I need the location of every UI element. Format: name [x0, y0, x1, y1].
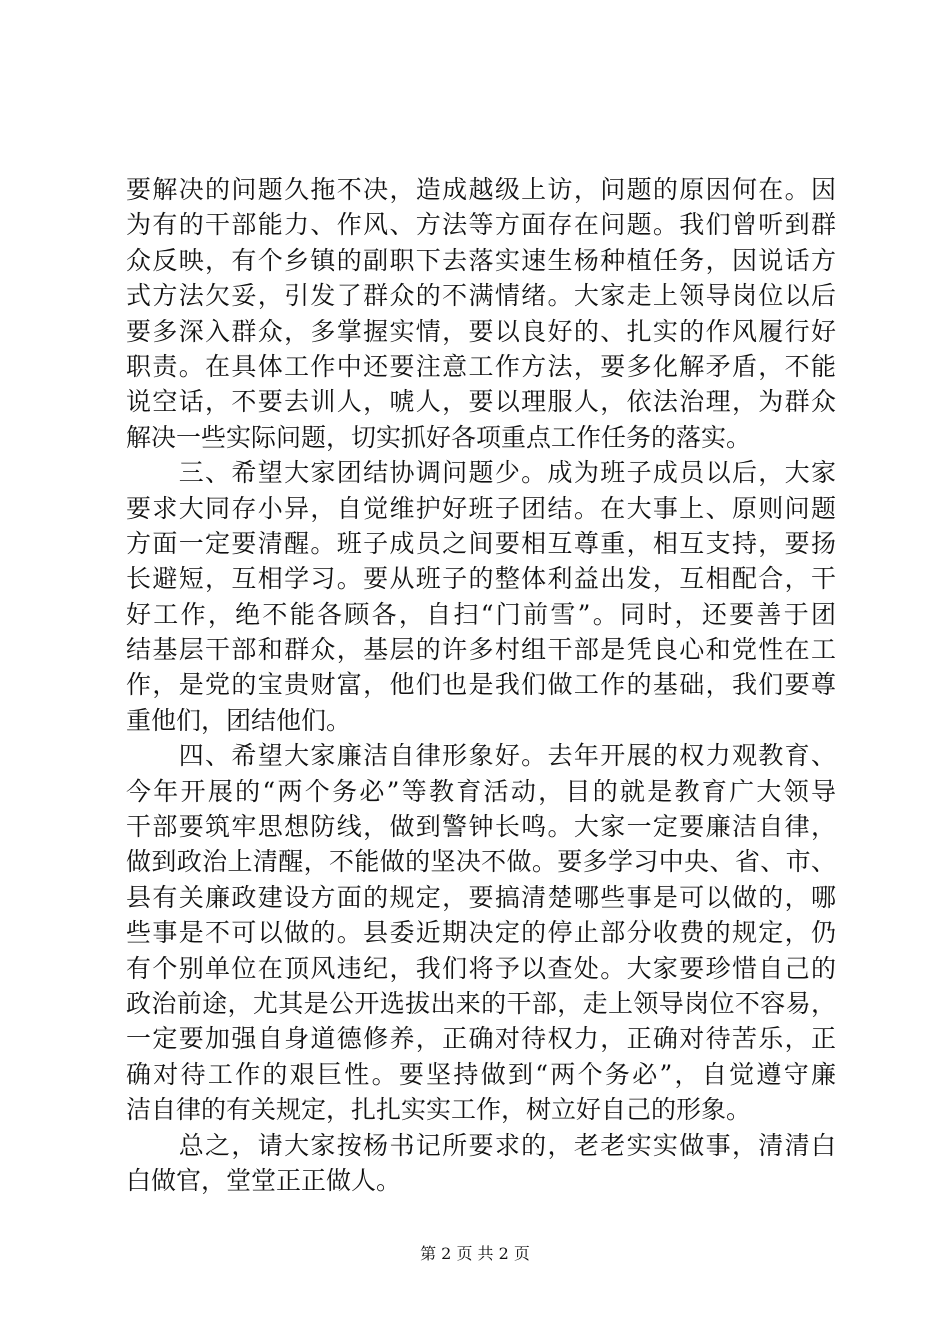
text-line: 政治前途，尤其是公开选拔出来的干部，走上领导岗位不容易，	[126, 988, 836, 1018]
text-line: 些事是不可以做的。县委近期决定的停止部分收费的规定，仍	[126, 918, 836, 948]
text-line: 结基层干部和群众，基层的许多村组干部是凭良心和党性在工	[126, 635, 836, 665]
text-line: 白做官，堂堂正正做人。	[126, 1165, 402, 1195]
text-line: 干部要筑牢思想防线，做到警钟长鸣。大家一定要廉洁自律，	[126, 812, 836, 842]
text-line: 今年开展的“两个务必”等教育活动，目的就是教育广大领导	[126, 776, 836, 806]
text-line: 一定要加强自身道德修养，正确对待权力，正确对待苦乐，正	[126, 1024, 836, 1054]
text-line: 三、希望大家团结协调问题少。成为班子成员以后，大家	[126, 458, 836, 488]
text-line: 长避短，互相学习。要从班子的整体利益出发，互相配合，干	[126, 564, 836, 594]
text-line: 解决一些实际问题，切实抓好各项重点工作任务的落实。	[126, 422, 752, 452]
text-line: 好工作，绝不能各顾各，自扫“门前雪”。同时，还要善于团	[126, 599, 836, 629]
text-line: 四、希望大家廉洁自律形象好。去年开展的权力观教育、	[126, 741, 836, 771]
text-line: 要多深入群众，多掌握实情，要以良好的、扎实的作风履行好	[126, 316, 836, 346]
text-line: 洁自律的有关规定，扎扎实实工作，树立好自己的形象。	[126, 1095, 752, 1125]
text-line: 要求大同存小异，自觉维护好班子团结。在大事上、原则问题	[126, 493, 836, 523]
text-line: 县有关廉政建设方面的规定，要搞清楚哪些事是可以做的，哪	[126, 882, 836, 912]
text-line: 众反映，有个乡镇的副职下去落实速生杨种植任务，因说话方	[126, 245, 836, 275]
text-line: 职责。在具体工作中还要注意工作方法，要多化解矛盾，不能	[126, 351, 836, 381]
text-line: 确对待工作的艰巨性。要坚持做到“两个务必”，自觉遵守廉	[126, 1059, 836, 1089]
text-line: 有个别单位在顶风违纪，我们将予以查处。大家要珍惜自己的	[126, 953, 836, 983]
text-line: 做到政治上清醒，不能做的坚决不做。要多学习中央、省、市、	[126, 847, 836, 877]
text-line: 说空话，不要去训人，唬人，要以理服人，依法治理，为群众	[126, 387, 836, 417]
text-line: 作，是党的宝贵财富，他们也是我们做工作的基础，我们要尊	[126, 670, 836, 700]
text-line: 总之，请大家按杨书记所要求的，老老实实做事，清清白	[126, 1130, 836, 1160]
page-footer: 第 2 页 共 2 页	[420, 1244, 530, 1263]
document-body	[126, 172, 836, 1198]
text-line: 要解决的问题久拖不决，造成越级上访，问题的原因何在。因	[126, 175, 836, 204]
text-line: 式方法欠妥，引发了群众的不满情绪。大家走上领导岗位以后	[126, 281, 836, 311]
text-line: 方面一定要清醒。班子成员之间要相互尊重，相互支持，要扬	[126, 528, 836, 558]
text-line: 重他们，团结他们。	[126, 705, 352, 735]
text-line: 为有的干部能力、作风、方法等方面存在问题。我们曾听到群	[126, 210, 836, 240]
